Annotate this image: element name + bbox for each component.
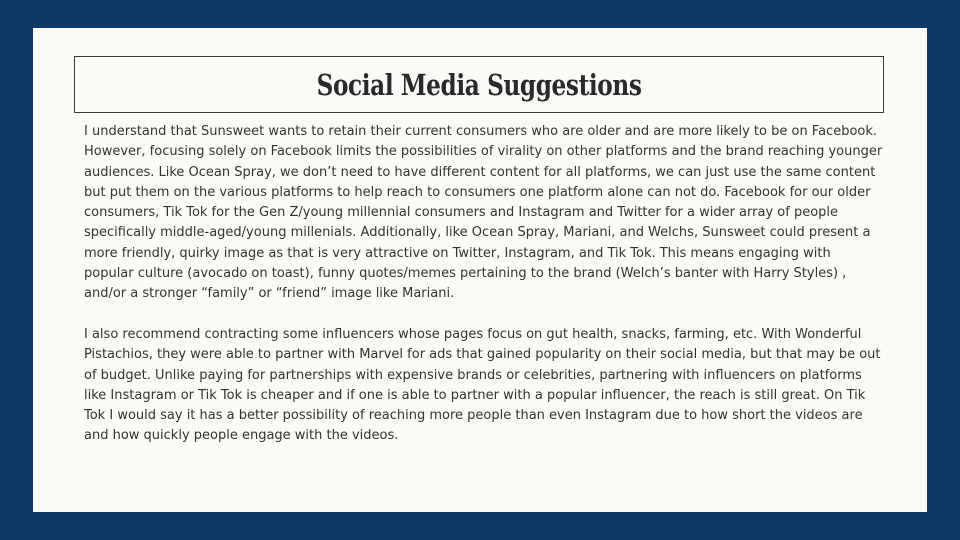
slide-title: Social Media Suggestions (316, 67, 642, 102)
title-box (74, 56, 884, 113)
body-text (84, 122, 884, 447)
paragraph-social-platforms: I understand that Sunsweet wants to retain their current consumers who are older and are more likely to be on Facebook. However, focusing solely on Facebook limits the possibilities of virality on other platforms and the brand reaching younger audiences. Like Ocean Spray, we don’t need to have different content for all platforms, we can just use the same content but put them on the various platforms to help reach to consumers one platform alone can not do. Facebook for our older consumers, Tik Tok for the Gen Z/young millennial consumers and Instagram and Twitter for a wider array of people specifically middle-aged/young millenials. Additionally, like Ocean Spray, Mariani, and Welchs, Sunsweet could present a more friendly, quirky image as that is very attractive on Twitter, Instagram, and Tik Tok. This means engaging with popular culture (avocado on toast), funny quotes/memes pertaining to the brand (Welch’s banter with Harry Styles) , and/or a stronger “family” or “friend” image like Mariani. (84, 124, 883, 302)
slide (33, 28, 927, 512)
paragraph-influencers: I also recommend contracting some influencers whose pages focus on gut health, snacks, farming, etc. With Wonderful Pistachios, they were able to partner with Marvel for ads that gained popularity on their social media, but that may be out of budget. Unlike paying for partnerships with expensive brands or celebrities, partnering with influencers on platforms like Instagram or Tik Tok is cheaper and if one is able to partner with a popular influencer, the reach is still great. On Tik Tok I would say it has a better possibility of reaching more people than even Instagram due to how short the videos are and how quickly people engage with the videos. (84, 326, 881, 444)
